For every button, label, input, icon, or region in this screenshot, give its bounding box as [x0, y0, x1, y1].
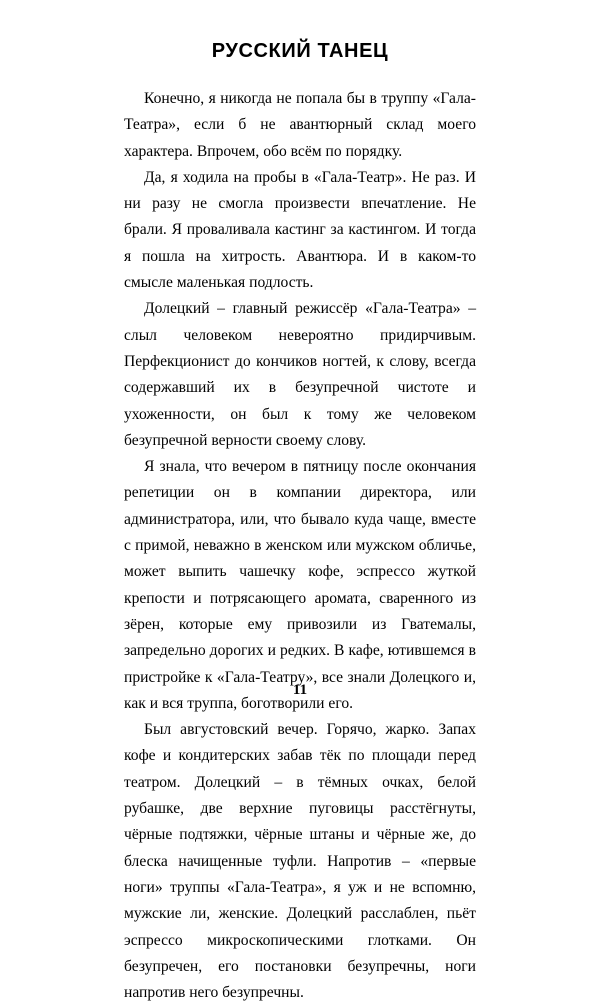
paragraph: Да, я ходила на пробы в «Гала-Театр». Не раз. И ни разу не смогла произвести впечатление. Не брали. Я проваливала кастинг за кастингом. И тогда я пошла на хитрость. Авантюра. И в каком-то смысле маленькая подлость.: [124, 168, 476, 292]
chapter-text: [124, 86, 476, 1006]
paragraph: Был августовский вечер. Горячо, жарко. Запах кофе и кондитерских забав тёк по площади перед театром. Долецкий – в тёмных очках, белой рубашке, две верхние пуговицы расстёгнуты, чёрные подтяжки, чёрные штаны и чёрные же, до блеска начищенные туфли. Напротив – «первые ноги» труппы «Гала-Театра», я уж и не вспомню, мужские ли, женские. Долецкий расслаблен, пьёт эспрессо микроскопическими глотками. Он безупречен, его постановки безупречны, ноги напротив него безупречны.: [124, 721, 476, 1002]
paragraph: Конечно, я никогда не попала бы в труппу «Гала-Театра», если б не авантюрный склад моего характера. Впрочем, обо всём по порядку.: [124, 90, 476, 160]
paragraph: Долецкий – главный режиссёр «Гала-Театра» – слыл человеком невероятно придирчивым. Перфекционист до кончиков ногтей, к слову, всегда содержавший их в безупречной чистоте и ухоженности, он был к тому же человеком безупречной верности своему слову.: [124, 300, 476, 449]
chapter-title: РУССКИЙ ТАНЕЦ: [211, 40, 389, 62]
paragraph: Я знала, что вечером в пятницу после окончания репетиции он в компании директора, или администратора, или, что бывало куда чаще, вместе с примой, неважно в женском или мужском обличье, может выпить чашечку кофе, эспрессо жуткой крепости и потрясающего аромата, сваренного из зёрен, которые ему привозили из Гватемалы, запредельно дорогих и редких. В кафе, ютившемся в пристройке к «Гала-Театру», все знали Долецкого и, как и вся труппа, боготворили его.: [124, 458, 476, 712]
page-number: 11: [292, 682, 308, 698]
